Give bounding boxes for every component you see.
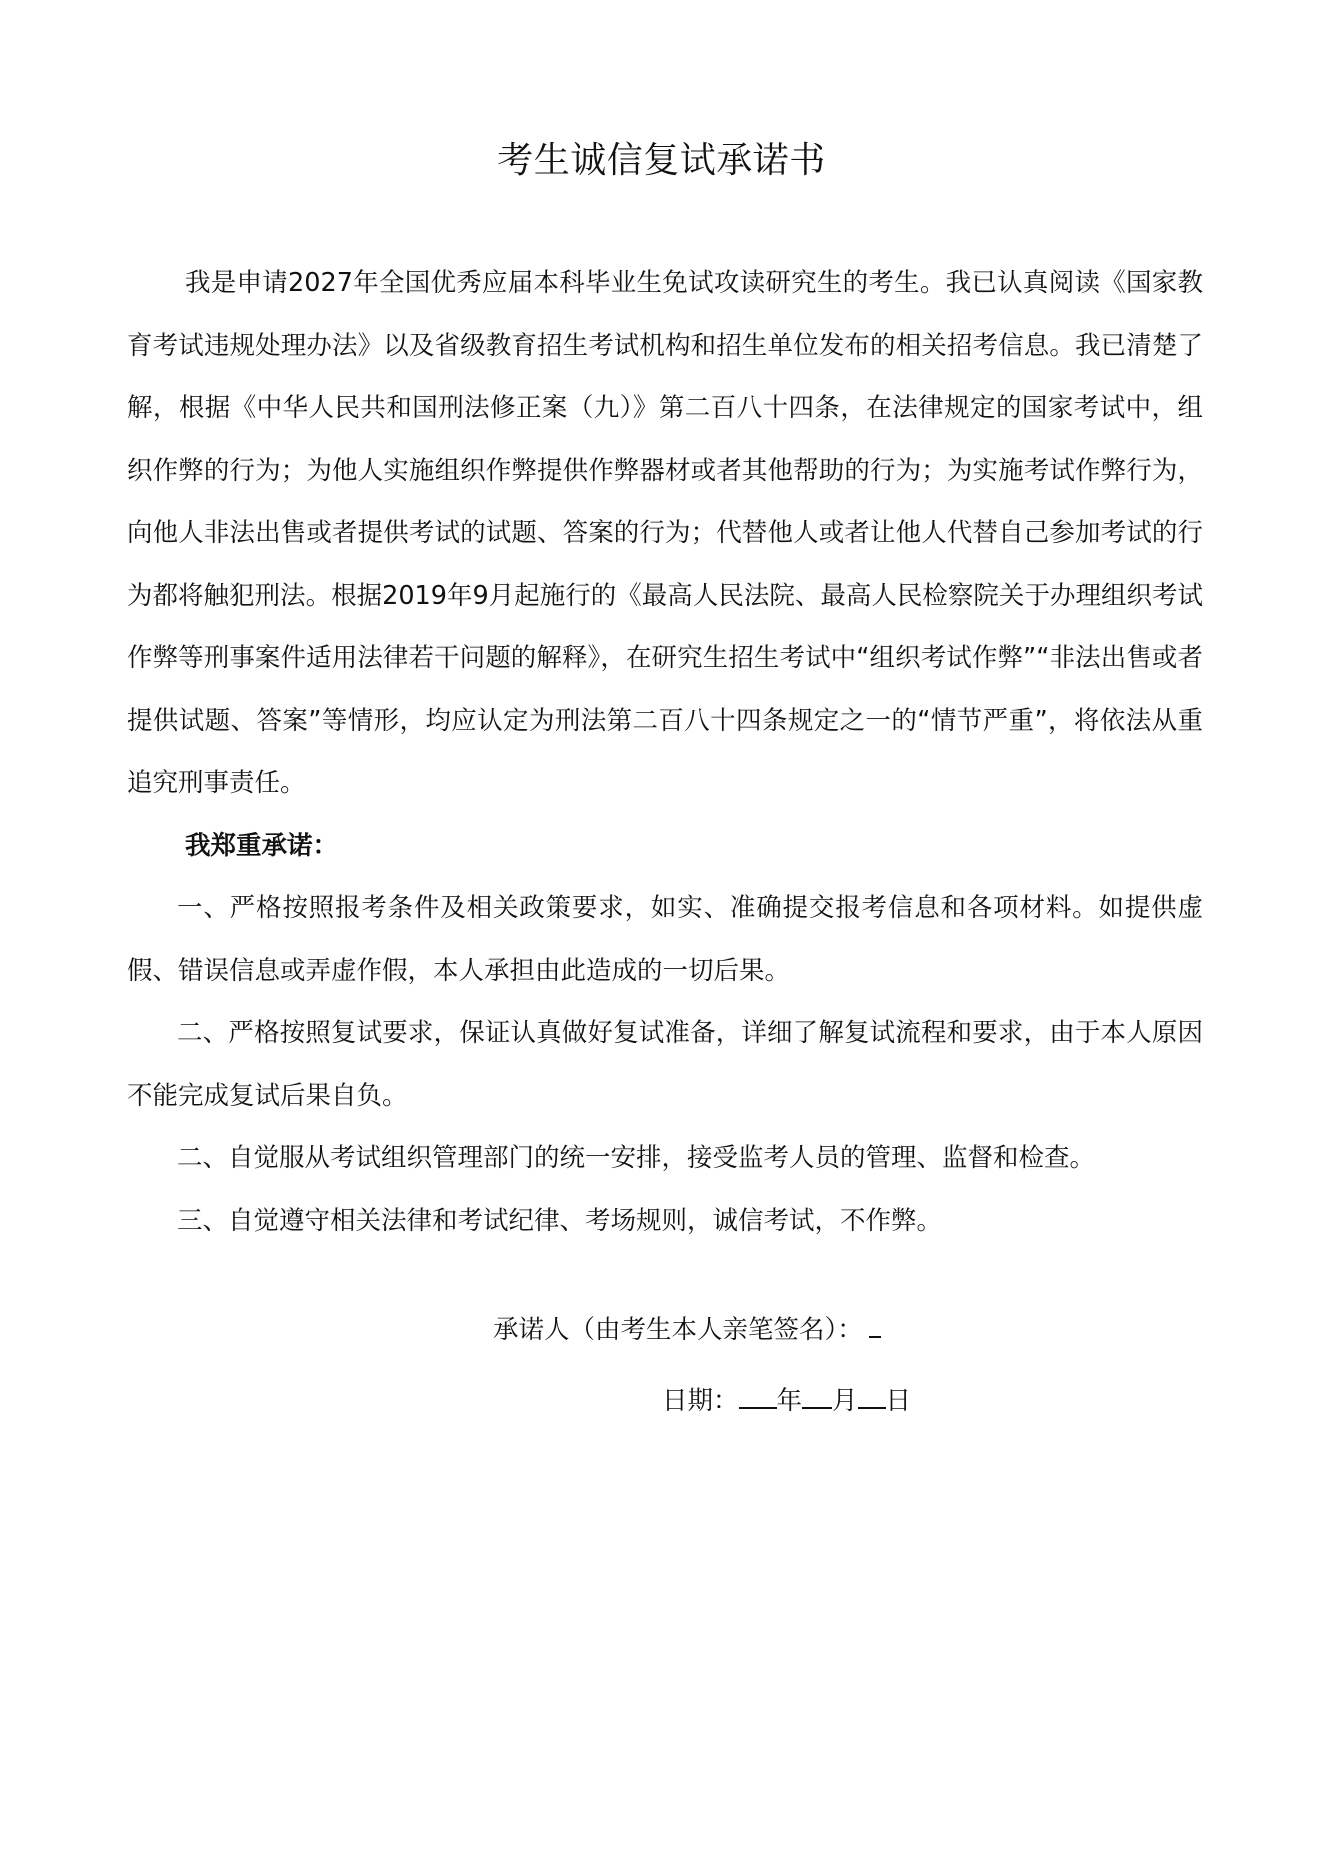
promise-item-3: 二、自觉服从考试组织管理部门的统一安排，接受监考人员的管理、监督和检查。 bbox=[177, 1143, 1096, 1173]
promise-item-2: 二、严格按照复试要求，保证认真做好复试准备，详细了解复试流程和要求，由于本人原因不能完成复试后果自负。 bbox=[127, 1018, 1203, 1111]
promise-item-4: 三、自觉遵守相关法律和考试纪律、考场规则，诚信考试，不作弊。 bbox=[177, 1205, 943, 1236]
signature-label: 承诺人（由考生本人亲笔签名）： bbox=[493, 1315, 863, 1345]
signature-line bbox=[493, 1312, 881, 1345]
document-body bbox=[127, 252, 1203, 1252]
date-label: 日期： bbox=[662, 1386, 739, 1416]
promise-item-1: 一、严格按照报考条件及相关政策要求，如实、准确提交报考信息和各项材料。如提供虚假、错误信息或弄虚作假，本人承担由此造成的一切后果。 bbox=[127, 893, 1203, 986]
day-blank[interactable] bbox=[858, 1383, 886, 1409]
year-label: 年 bbox=[776, 1386, 803, 1416]
month-blank[interactable] bbox=[802, 1383, 832, 1409]
day-label: 日 bbox=[885, 1386, 912, 1416]
intro-paragraph: 我是申请2027年全国优秀应届本科毕业生免试攻读研究生的考生。我已认真阅读《国家教育考试违规处理办法》以及省级教育招生考试机构和招生单位发布的相关招考信息。我已清楚了解，根据《中华人民共和国刑法修正案（九）》第二百八十四条，在法律规定的国家考试中，组织作弊的行为；为他人实施组织作弊提供作弊器材或者其他帮助的行为；为实施考试作弊行为，向他人非法出售或者提供考试的试题、答案的行为；代替他人或者让他人代替自己参加考试的行为都将触犯刑法。根据2019年9月起施行的《最高人民法院、最高人民检察院关于办理组织考试作弊等刑事案件适用法律若干问题的解释》，在研究生招生考试中“组织考试作弊”“非法出售或者提供试题、答案”等情形，均应认定为刑法第二百八十四条规定之一的“情节严重”，将依法从重追究刑事责任。 bbox=[127, 268, 1203, 798]
promise-heading: 我郑重承诺： bbox=[185, 830, 339, 861]
date-line bbox=[662, 1383, 911, 1416]
signature-blank[interactable] bbox=[869, 1312, 881, 1338]
year-blank[interactable] bbox=[739, 1383, 777, 1409]
month-label: 月 bbox=[832, 1386, 858, 1416]
document-title: 考生诚信复试承诺书 bbox=[497, 140, 826, 181]
